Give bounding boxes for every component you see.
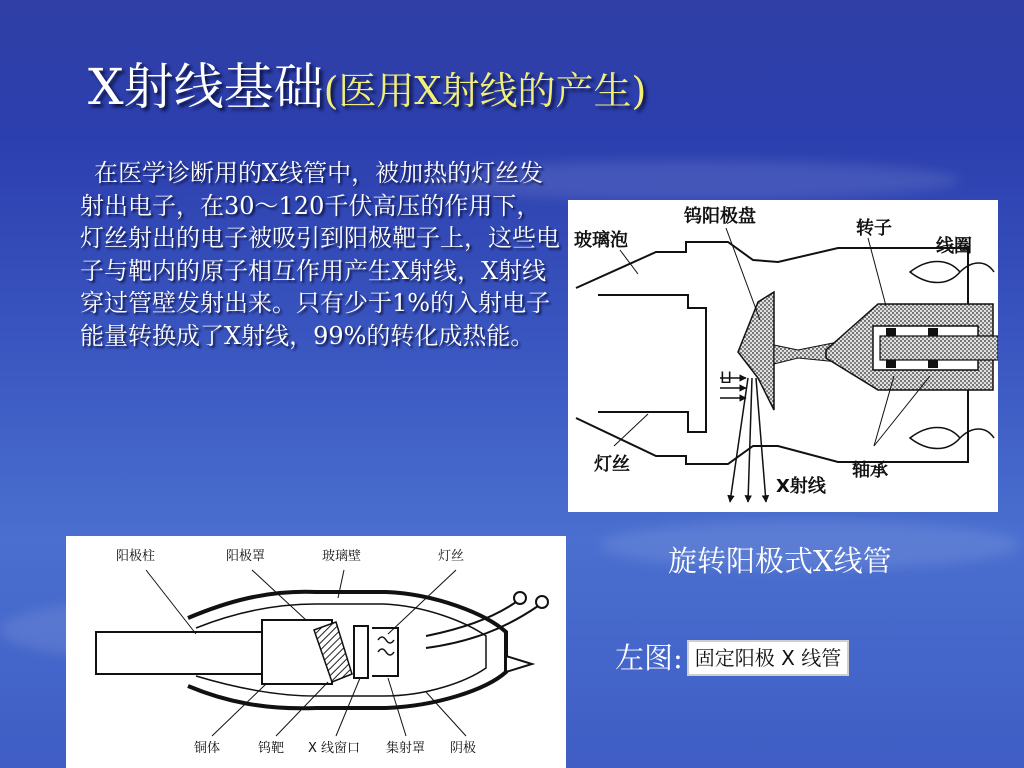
label-focusing-hood: 集射罩	[386, 741, 426, 756]
focusing-hood	[372, 628, 398, 676]
slide-title-main: X射线基础	[88, 58, 324, 116]
slide-title-sub: (医用X射线的产生)	[323, 69, 647, 113]
cathode-tip	[506, 656, 532, 672]
leader-line	[212, 684, 266, 736]
leader-line	[726, 228, 760, 320]
leader-line	[146, 570, 196, 634]
label-glass-bulb: 玻璃泡	[574, 230, 628, 251]
slide-title	[88, 52, 646, 126]
rotating-anode-tube-diagram	[568, 200, 998, 512]
xray-beam	[748, 378, 752, 502]
bearing-block	[886, 328, 896, 336]
cathode-cup	[598, 295, 706, 432]
fixed-tube-caption-label: 左图:	[615, 641, 683, 675]
lead-terminal	[514, 592, 526, 604]
fixed-tube-caption-tag: 固定阳极 X 线管	[687, 640, 849, 676]
label-rotor: 转子	[856, 218, 892, 239]
fixed-anode-tube-svg	[66, 536, 566, 768]
label-tungsten-anode-disk: 钨阳极盘	[684, 206, 756, 227]
label-filament: 灯丝	[438, 549, 465, 564]
fixed-tube-caption	[615, 638, 849, 678]
lead-terminal	[536, 596, 548, 608]
coil-loop-top	[910, 262, 994, 283]
bearing-block	[928, 328, 938, 336]
rotating-tube-caption: 旋转阳极式X线管	[668, 544, 892, 578]
label-coil: 线圈	[936, 236, 972, 257]
cathode-lead	[426, 606, 538, 648]
rotating-anode-tube-svg	[568, 200, 998, 512]
label-copper-body: 铜体	[194, 741, 221, 756]
filament-coil	[378, 637, 394, 655]
anode-rod	[96, 632, 266, 674]
bearing-block	[886, 360, 896, 368]
label-anode-hood: 阳极罩	[226, 549, 266, 564]
xray-beam	[756, 378, 766, 502]
label-tungsten-target: 钨靶	[258, 741, 285, 756]
label-bearing: 轴承	[852, 460, 888, 481]
label-filament: 灯丝	[594, 454, 630, 475]
label-anode-rod: 阳极柱	[116, 549, 156, 564]
xray-beam	[730, 378, 748, 502]
slide-body-text: 在医学诊断用的X线管中，被加热的灯丝发射出电子，在30～120千伏高压的作用下，灯丝射出的电子被吸引到阳极靶子上，这些电子与靶内的原子相互作用产生X射线，X射线穿过管壁发射出来。只有少于1%的入射电子能量转换成了X射线，99%的转化成热能。	[80, 159, 560, 350]
fixed-anode-tube-diagram	[66, 536, 566, 768]
label-xray: X射线	[776, 476, 826, 497]
label-glass-wall: 玻璃壁	[322, 549, 362, 564]
coil-loop-bottom	[910, 428, 994, 449]
filament-symbol: ⵡ	[720, 368, 733, 387]
leader-line	[614, 414, 648, 446]
label-xray-window: X 线窗口	[308, 741, 361, 756]
bearing-shaft	[880, 336, 998, 360]
label-cathode: 阴极	[450, 741, 477, 756]
xray-window	[354, 626, 368, 678]
bearing-block	[928, 360, 938, 368]
